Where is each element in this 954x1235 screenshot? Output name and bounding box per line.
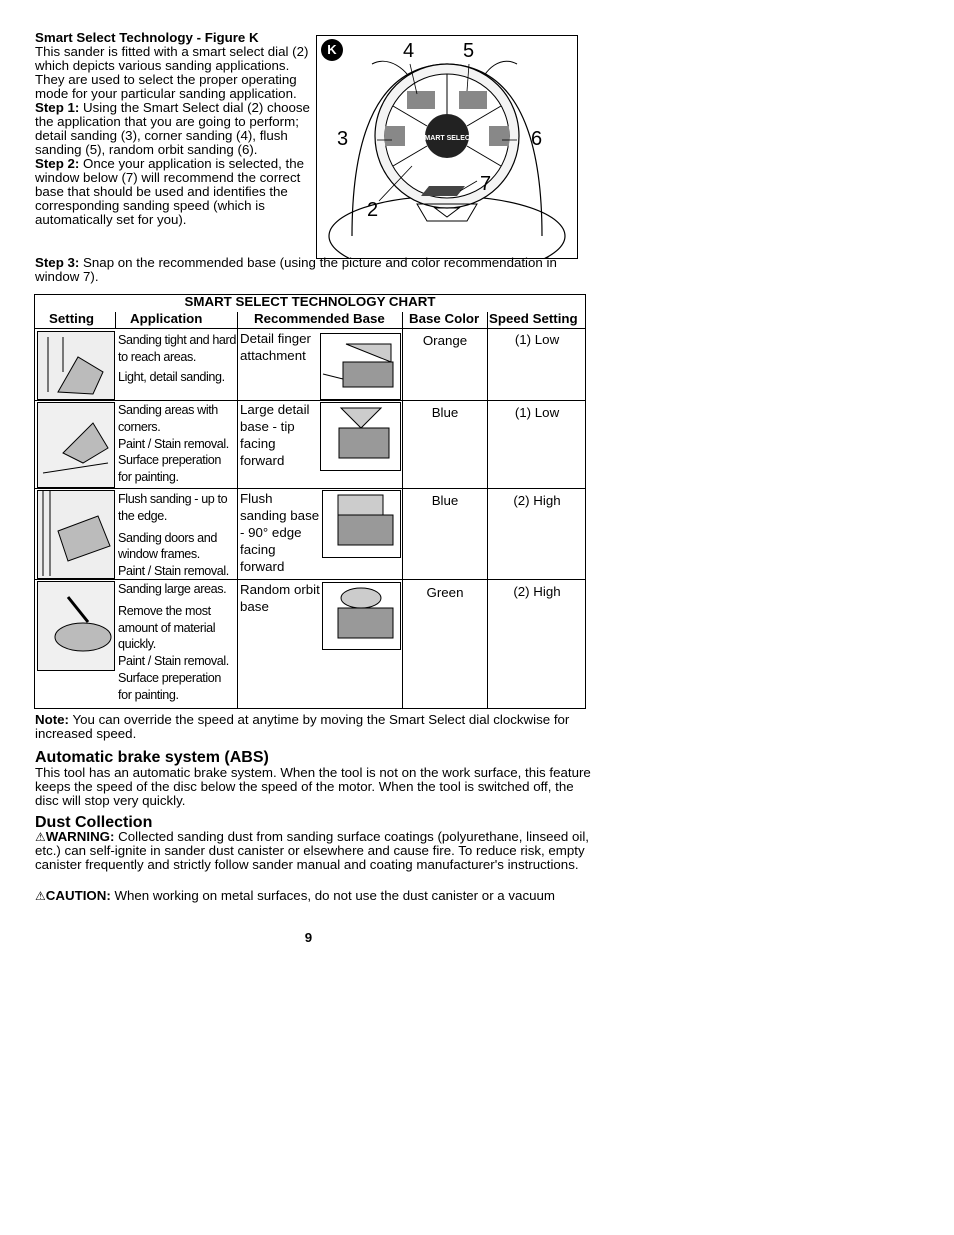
page-number: 9 <box>304 930 313 945</box>
application-row-1: Sanding tight and hard to reach areas. Light, detail sanding. <box>118 333 236 384</box>
callout-7: 7 <box>480 173 492 195</box>
setting-icon-flush <box>37 490 115 579</box>
divider <box>115 312 116 328</box>
speed-row-1: (1) Low <box>514 332 560 347</box>
callout-6: 6 <box>531 128 543 150</box>
base-row-2: Large detail base - tip facing forward <box>240 402 310 468</box>
base-image-random-orbit <box>322 582 401 650</box>
color-row-4: Green <box>426 585 464 600</box>
setting-icon-detail <box>37 331 115 400</box>
abs-paragraph: This tool has an automatic brake system. When the tool is not on the work surface, this feature keeps the speed of the disc below the speed of the motor. When the tool is switched off, the disc will stop very quickly. <box>35 765 591 808</box>
divider <box>35 488 585 489</box>
base-row-3: Flush sanding base - 90° edge facing forward <box>240 491 320 574</box>
callout-2: 2 <box>367 199 379 221</box>
caution-icon: ⚠ <box>35 889 46 903</box>
speed-row-3: (2) High <box>513 493 561 508</box>
color-row-1: Orange <box>422 333 468 348</box>
note-paragraph: Note: You can override the speed at anytime by moving the Smart Select dial clockwise for increased speed. <box>35 712 570 741</box>
base-row-1: Detail finger attachment <box>240 331 311 363</box>
header-setting: Setting <box>49 311 95 326</box>
setting-icon-corner <box>37 402 115 488</box>
header-speed-setting: Speed Setting <box>489 311 578 326</box>
base-image-large-detail <box>320 402 401 471</box>
application-row-3: Flush sanding - up to the edge. Sanding doors and window frames. Paint / Stain removal. <box>118 492 229 579</box>
dust-heading: Dust Collection <box>35 814 153 831</box>
step-3: Step 3: Snap on the recommended base (using the picture and color recommendation in window 7). <box>35 255 557 284</box>
setting-icon-random-orbit <box>37 581 115 671</box>
warning-icon: ⚠ <box>35 830 46 844</box>
flush-base-icon <box>323 491 400 557</box>
divider <box>487 312 488 709</box>
warning-paragraph: ⚠WARNING: Collected sanding dust from sanding surface coatings (polyurethane, linseed oil, etc.) can self-ignite in sander dust canister or elsewhere and cause fire. To reduce risk, empty canister frequently and strictly follow sander manual and coating manufacturer's instructions. <box>35 829 590 872</box>
base-row-4: Random orbit base <box>240 582 320 614</box>
header-recommended-base: Recommended Base <box>254 311 385 326</box>
speed-row-4: (2) High <box>513 584 561 599</box>
flush-sanding-icon <box>38 491 114 578</box>
callout-5: 5 <box>463 40 475 62</box>
header-base-color: Base Color <box>409 311 480 326</box>
random-orbit-sanding-icon <box>38 582 114 670</box>
intro-section <box>35 31 315 227</box>
base-image-flush <box>322 490 401 558</box>
divider <box>237 312 238 709</box>
svg-text:SMART SELECT: SMART SELECT <box>419 135 475 142</box>
figure-k <box>316 35 578 259</box>
detail-sanding-icon <box>38 332 114 399</box>
divider <box>35 328 585 329</box>
speed-row-2: (1) Low <box>514 405 560 420</box>
divider <box>402 312 403 709</box>
section-title: Smart Select Technology - Figure K <box>35 30 259 45</box>
callout-3: 3 <box>337 128 349 150</box>
figure-badge: K <box>321 39 343 61</box>
color-row-2: Blue <box>431 405 459 420</box>
caution-paragraph: ⚠CAUTION: When working on metal surfaces, do not use the dust canister or a vacuum <box>35 888 555 903</box>
header-application: Application <box>130 311 203 326</box>
detail-base-icon <box>321 334 400 399</box>
callout-4: 4 <box>403 40 415 62</box>
base-image-detail <box>320 333 401 400</box>
intro-paragraph: This sander is fitted with a smart select dial (2) which depicts various sanding applications. They are used to select the proper operating mode for your particular sanding application. <box>35 44 309 101</box>
corner-sanding-icon <box>38 403 114 487</box>
abs-heading: Automatic brake system (ABS) <box>35 749 269 766</box>
color-row-3: Blue <box>431 493 459 508</box>
chart-title: SMART SELECT TECHNOLOGY CHART <box>184 294 436 309</box>
application-row-2: Sanding areas with corners. Paint / Stain removal. Surface preperation for painting. <box>118 403 229 485</box>
large-detail-base-icon <box>321 403 400 470</box>
random-orbit-base-icon <box>323 583 400 649</box>
step-1: Step 1: Using the Smart Select dial (2) choose the application that you are going to perform; detail sanding (3), corner sanding (4), flush sanding (5), random orbit sanding (6). <box>35 100 310 157</box>
step-2: Step 2: Once your application is selected, the window below (7) will recommend the correct base that should be used and identifies the corresponding sanding speed (which is automatically set for you). <box>35 156 305 227</box>
smart-select-chart <box>34 294 586 709</box>
application-row-4: Sanding large areas. Remove the most amount of material quickly. Paint / Stain removal. Surface preperation for painting. <box>118 582 229 702</box>
